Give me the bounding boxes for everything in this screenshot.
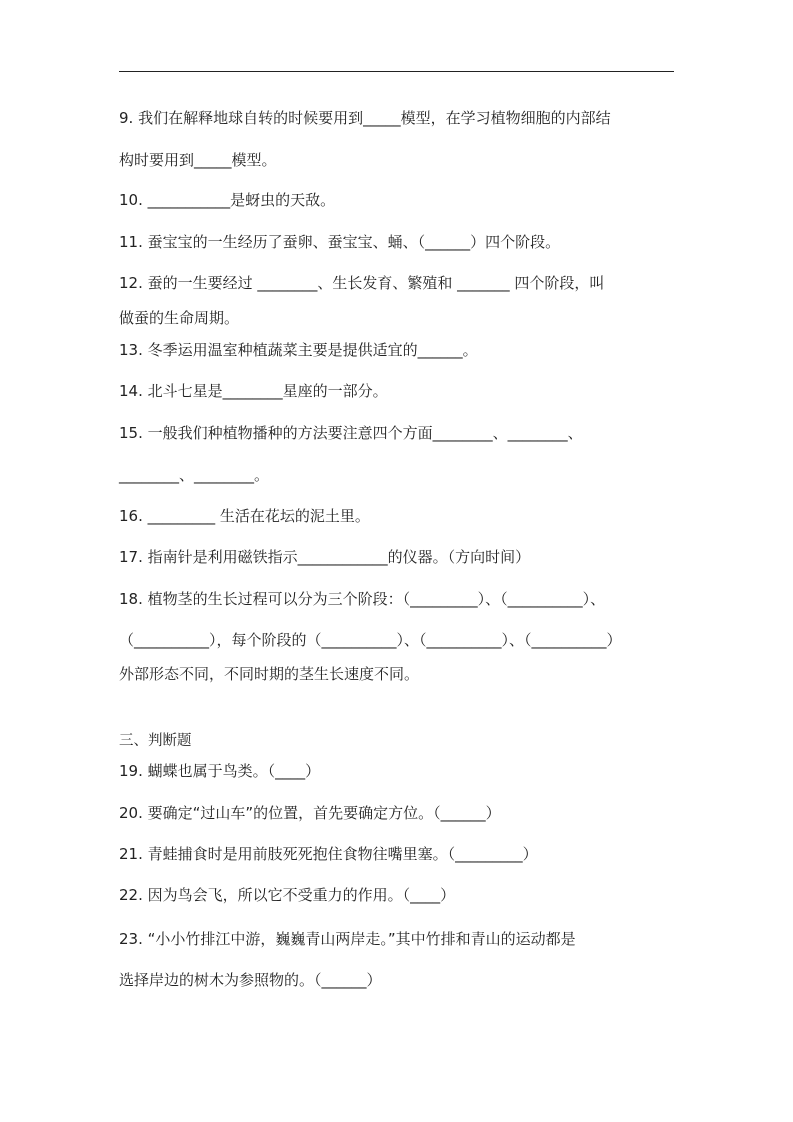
question-10: 10. ___________是蚜虫的天敌。	[119, 191, 336, 209]
question-12-line-1: 12. 蚕的一生要经过 ________、生长发育、繁殖和 _______ 四个阶段，叫	[119, 274, 605, 292]
section-title-judgment: 三、判断题	[119, 733, 192, 749]
question-9-line-2: 构时要用到_____模型。	[119, 151, 277, 169]
question-15-line-1: 15. 一般我们种植物播种的方法要注意四个方面________、________、	[119, 424, 583, 442]
question-19: 19. 蝴蝶也属于鸟类。（____）	[119, 762, 321, 780]
question-23-line-2: 选择岸边的树木为参照物的。（______）	[119, 971, 382, 989]
question-14: 14. 北斗七星是________星座的一部分。	[119, 382, 388, 400]
question-11: 11. 蚕宝宝的一生经历了蚕卵、蚕宝宝、蛹、（______）四个阶段。	[119, 233, 561, 251]
question-20: 20. 要确定“过山车”的位置，首先要确定方位。（______）	[119, 804, 501, 822]
question-16: 16. _________ 生活在花坛的泥土里。	[119, 507, 370, 525]
question-18-line-3: 外部形态不同，不同时期的茎生长速度不同。	[119, 665, 420, 683]
question-12-line-2: 做蚕的生命周期。	[119, 309, 240, 327]
question-21: 21. 青蛙捕食时是用前肢死死抱住食物往嘴里塞。（_________）	[119, 845, 538, 863]
question-17: 17. 指南针是利用磁铁指示____________的仪器。（方向时间）	[119, 548, 531, 566]
question-18-line-2: （__________），每个阶段的（__________）、（__________）、（__________）	[119, 631, 622, 649]
question-13: 13. 冬季运用温室种植蔬菜主要是提供适宜的______。	[119, 341, 478, 359]
question-23-line-1: 23. “小小竹排江中游，巍巍青山两岸走。”其中竹排和青山的运动都是	[119, 930, 576, 948]
question-18-line-1: 18. 植物茎的生长过程可以分为三个阶段：（_________）、（__________）、	[119, 590, 606, 608]
header-rule	[119, 71, 674, 72]
question-15-line-2: ________、________。	[119, 466, 270, 484]
question-22: 22. 因为鸟会飞，所以它不受重力的作用。（____）	[119, 886, 456, 904]
question-9-line-1: 9. 我们在解释地球自转的时候要用到_____模型，在学习植物细胞的内部结	[119, 109, 611, 127]
